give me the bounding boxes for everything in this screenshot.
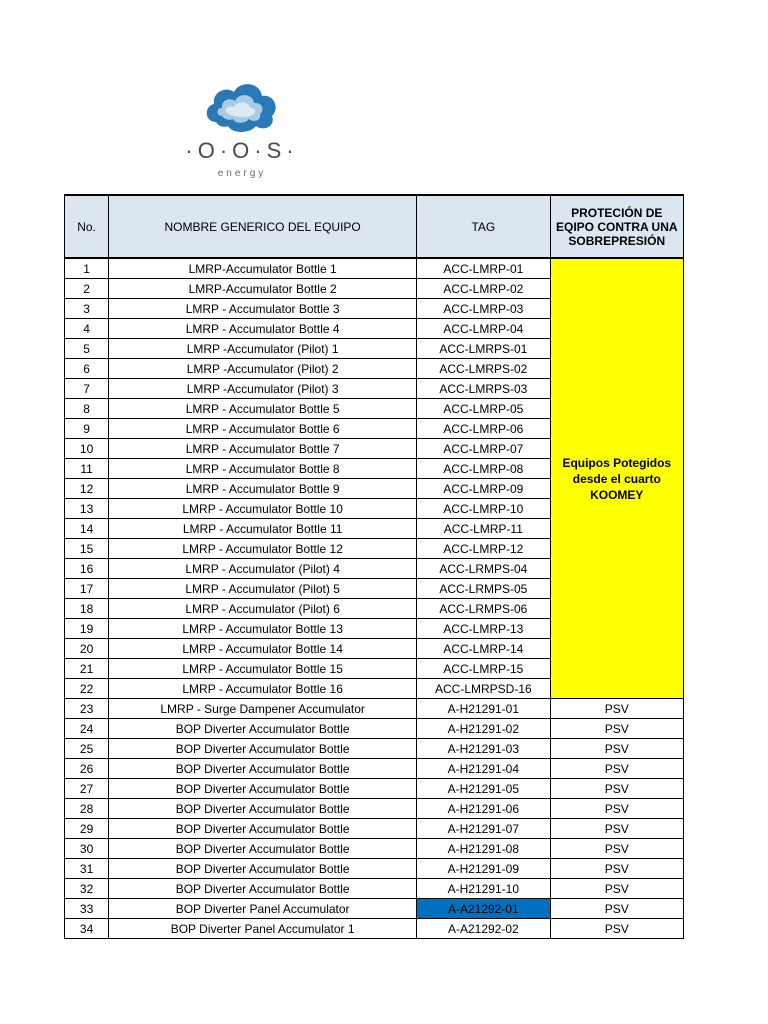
row-tag: ACC-LMRP-01 <box>417 258 550 279</box>
row-name: BOP Diverter Accumulator Bottle <box>109 739 417 759</box>
row-no: 6 <box>65 359 109 379</box>
header-tag: TAG <box>417 195 550 258</box>
row-name: LMRP -Accumulator (Pilot) 2 <box>109 359 417 379</box>
row-name: LMRP - Accumulator Bottle 5 <box>109 399 417 419</box>
table-body <box>65 258 684 939</box>
row-protection: PSV <box>550 759 683 779</box>
row-tag: ACC-LMRP-09 <box>417 479 550 499</box>
row-protection: PSV <box>550 839 683 859</box>
row-no: 8 <box>65 399 109 419</box>
row-name: LMRP - Surge Dampener Accumulator <box>109 699 417 719</box>
row-tag: ACC-LMRPS-02 <box>417 359 550 379</box>
table-header-row <box>65 195 684 258</box>
row-no: 12 <box>65 479 109 499</box>
protection-merged-cell: Equipos Potegidos desde el cuarto KOOMEY <box>550 258 683 699</box>
row-name: BOP Diverter Accumulator Bottle <box>109 859 417 879</box>
row-tag: ACC-LMRP-11 <box>417 519 550 539</box>
row-tag: ACC-LMRP-05 <box>417 399 550 419</box>
row-tag: ACC-LMRPSD-16 <box>417 679 550 699</box>
row-name: BOP Diverter Accumulator Bottle <box>109 759 417 779</box>
row-no: 22 <box>65 679 109 699</box>
row-no: 4 <box>65 319 109 339</box>
row-protection: PSV <box>550 919 683 939</box>
row-tag: ACC-LRMPS-06 <box>417 599 550 619</box>
row-tag: A-H21291-05 <box>417 779 550 799</box>
row-no: 24 <box>65 719 109 739</box>
row-tag: A-H21291-07 <box>417 819 550 839</box>
header-no: No. <box>65 195 109 258</box>
row-tag: A-H21291-06 <box>417 799 550 819</box>
row-protection: PSV <box>550 699 683 719</box>
table-row <box>65 719 684 739</box>
row-no: 29 <box>65 819 109 839</box>
row-tag: ACC-LRMPS-05 <box>417 579 550 599</box>
row-protection: PSV <box>550 819 683 839</box>
row-no: 23 <box>65 699 109 719</box>
row-no: 31 <box>65 859 109 879</box>
row-tag: ACC-LMRP-08 <box>417 459 550 479</box>
row-tag: A-H21291-08 <box>417 839 550 859</box>
table-row <box>65 258 684 279</box>
row-tag: ACC-LMRP-06 <box>417 419 550 439</box>
row-name: LMRP - Accumulator Bottle 12 <box>109 539 417 559</box>
row-name: BOP Diverter Accumulator Bottle <box>109 779 417 799</box>
cloud-logo-icon <box>202 78 282 136</box>
table-row <box>65 859 684 879</box>
row-tag: ACC-LMRP-03 <box>417 299 550 319</box>
row-tag: A-H21291-09 <box>417 859 550 879</box>
row-no: 18 <box>65 599 109 619</box>
row-no: 30 <box>65 839 109 859</box>
row-no: 14 <box>65 519 109 539</box>
row-no: 19 <box>65 619 109 639</box>
row-name: LMRP - Accumulator Bottle 3 <box>109 299 417 319</box>
logo-subtext: energy <box>217 168 267 179</box>
row-tag: A-H21291-10 <box>417 879 550 899</box>
row-tag: ACC-LMRP-10 <box>417 499 550 519</box>
table-row <box>65 879 684 899</box>
table-row <box>65 759 684 779</box>
row-no: 7 <box>65 379 109 399</box>
table-row <box>65 839 684 859</box>
row-protection: PSV <box>550 879 683 899</box>
row-protection: PSV <box>550 739 683 759</box>
table-row <box>65 919 684 939</box>
row-tag: A-A21292-02 <box>417 919 550 939</box>
row-no: 34 <box>65 919 109 939</box>
row-name: LMRP - Accumulator Bottle 11 <box>109 519 417 539</box>
row-name: LMRP - Accumulator (Pilot) 6 <box>109 599 417 619</box>
row-no: 26 <box>65 759 109 779</box>
row-tag: ACC-LMRPS-01 <box>417 339 550 359</box>
row-no: 33 <box>65 899 109 919</box>
row-name: LMRP - Accumulator Bottle 16 <box>109 679 417 699</box>
row-name: BOP Diverter Panel Accumulator <box>109 899 417 919</box>
row-tag: ACC-LMRP-12 <box>417 539 550 559</box>
row-name: LMRP - Accumulator Bottle 15 <box>109 659 417 679</box>
row-tag: ACC-LMRP-07 <box>417 439 550 459</box>
row-tag: A-H21291-03 <box>417 739 550 759</box>
row-tag: ACC-LMRP-14 <box>417 639 550 659</box>
row-protection: PSV <box>550 899 683 919</box>
row-name: LMRP - Accumulator (Pilot) 5 <box>109 579 417 599</box>
logo-wordmark: ·O·O·S· <box>185 138 299 163</box>
row-no: 25 <box>65 739 109 759</box>
row-name: BOP Diverter Accumulator Bottle <box>109 799 417 819</box>
row-name: LMRP-Accumulator Bottle 2 <box>109 279 417 299</box>
row-name: LMRP - Accumulator Bottle 10 <box>109 499 417 519</box>
row-name: LMRP - Accumulator Bottle 9 <box>109 479 417 499</box>
row-name: LMRP-Accumulator Bottle 1 <box>109 258 417 279</box>
row-tag: ACC-LMRP-02 <box>417 279 550 299</box>
equipment-table <box>64 194 684 939</box>
row-no: 2 <box>65 279 109 299</box>
table-row <box>65 779 684 799</box>
row-name: LMRP - Accumulator Bottle 4 <box>109 319 417 339</box>
row-name: BOP Diverter Accumulator Bottle <box>109 839 417 859</box>
row-tag: ACC-LMRP-04 <box>417 319 550 339</box>
row-tag: A-A21292-01 <box>417 899 550 919</box>
company-logo <box>172 74 312 184</box>
header-protection: PROTECIÓN DE EQIPO CONTRA UNA SOBREPRESIÓN <box>550 195 683 258</box>
table-row <box>65 739 684 759</box>
row-no: 1 <box>65 258 109 279</box>
table-row <box>65 699 684 719</box>
row-no: 3 <box>65 299 109 319</box>
row-no: 27 <box>65 779 109 799</box>
row-protection: PSV <box>550 859 683 879</box>
row-no: 16 <box>65 559 109 579</box>
row-name: BOP Diverter Accumulator Bottle <box>109 879 417 899</box>
row-name: LMRP - Accumulator Bottle 8 <box>109 459 417 479</box>
row-no: 21 <box>65 659 109 679</box>
row-protection: PSV <box>550 779 683 799</box>
row-name: BOP Diverter Accumulator Bottle <box>109 719 417 739</box>
row-name: LMRP - Accumulator Bottle 7 <box>109 439 417 459</box>
header-name: NOMBRE GENERICO DEL EQUIPO <box>109 195 417 258</box>
row-no: 5 <box>65 339 109 359</box>
table-row <box>65 799 684 819</box>
row-tag: ACC-LRMPS-04 <box>417 559 550 579</box>
row-no: 32 <box>65 879 109 899</box>
row-name: LMRP -Accumulator (Pilot) 3 <box>109 379 417 399</box>
row-name: LMRP - Accumulator Bottle 14 <box>109 639 417 659</box>
row-no: 15 <box>65 539 109 559</box>
row-no: 9 <box>65 419 109 439</box>
row-protection: PSV <box>550 799 683 819</box>
table-row <box>65 819 684 839</box>
row-no: 17 <box>65 579 109 599</box>
row-name: LMRP - Accumulator (Pilot) 4 <box>109 559 417 579</box>
row-name: BOP Diverter Accumulator Bottle <box>109 819 417 839</box>
row-no: 20 <box>65 639 109 659</box>
row-name: LMRP -Accumulator (Pilot) 1 <box>109 339 417 359</box>
row-name: BOP Diverter Panel Accumulator 1 <box>109 919 417 939</box>
row-tag: ACC-LMRP-13 <box>417 619 550 639</box>
row-tag: ACC-LMRP-15 <box>417 659 550 679</box>
row-tag: A-H21291-02 <box>417 719 550 739</box>
row-no: 28 <box>65 799 109 819</box>
table-row <box>65 899 684 919</box>
row-name: LMRP - Accumulator Bottle 13 <box>109 619 417 639</box>
row-no: 11 <box>65 459 109 479</box>
row-tag: A-H21291-01 <box>417 699 550 719</box>
row-tag: ACC-LMRPS-03 <box>417 379 550 399</box>
row-protection: PSV <box>550 719 683 739</box>
row-no: 13 <box>65 499 109 519</box>
row-no: 10 <box>65 439 109 459</box>
row-tag: A-H21291-04 <box>417 759 550 779</box>
row-name: LMRP - Accumulator Bottle 6 <box>109 419 417 439</box>
